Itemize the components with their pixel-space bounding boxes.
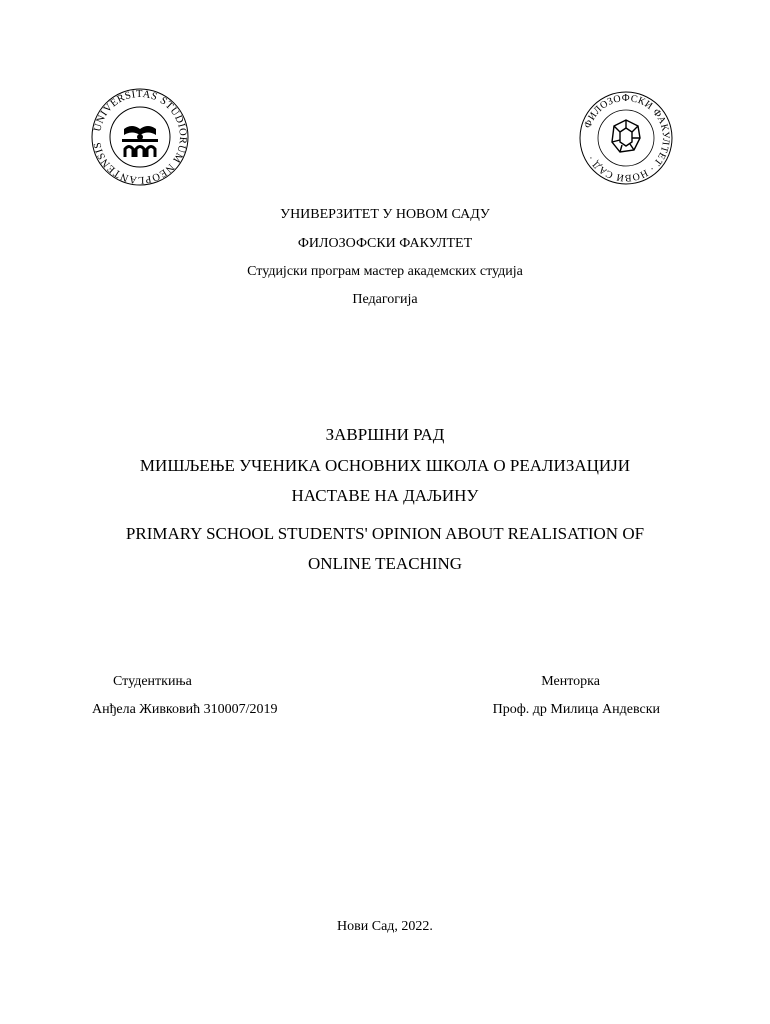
university-name: УНИВЕРЗИТЕТ У НОВОМ САДУ [280, 207, 490, 222]
svg-text:ФИЛОЗОФСКИ ФАКУЛТЕТ · НОВИ САД [582, 93, 671, 183]
faculty-seal-graphic [576, 88, 676, 188]
faculty-seal [576, 88, 676, 188]
thesis-title-en-line-1: PRIMARY SCHOOL STUDENTS' OPINION ABOUT REALISATION OF [125, 524, 645, 543]
student-name: Анђела Живковић 310007/2019 [92, 702, 278, 717]
student-label: Студенткиња [113, 674, 192, 689]
university-seal-graphic [88, 85, 192, 189]
place-and-date: Нови Сад, 2022. [337, 919, 433, 934]
university-seal-ring-text: UNIVERSITAS STUDIORUM NEOPLANTENSIS [92, 88, 189, 186]
thesis-title-en-line-2: ONLINE TEACHING [307, 554, 463, 573]
thesis-title-sr-line-2: НАСТАВЕ НА ДАЉИНУ [291, 486, 479, 505]
faculty-name: ФИЛОЗОФСКИ ФАКУЛТЕТ [297, 236, 473, 251]
thesis-title-sr-line-1: МИШЉЕЊЕ УЧЕНИКА ОСНОВНИХ ШКОЛА О РЕАЛИЗАЦИЈИ [139, 456, 631, 475]
department-name: Педагогија [352, 292, 418, 307]
mentor-name: Проф. др Милица Андевски [492, 702, 660, 717]
university-seal [88, 85, 192, 189]
mentor-label: Менторка [541, 674, 600, 689]
thesis-type: ЗАВРШНИ РАД [325, 425, 445, 444]
faculty-seal-ring-text: ФИЛОЗОФСКИ ФАКУЛТЕТ · НОВИ САД · [582, 92, 672, 184]
study-program: Студијски програм мастер академских студија [247, 264, 523, 279]
